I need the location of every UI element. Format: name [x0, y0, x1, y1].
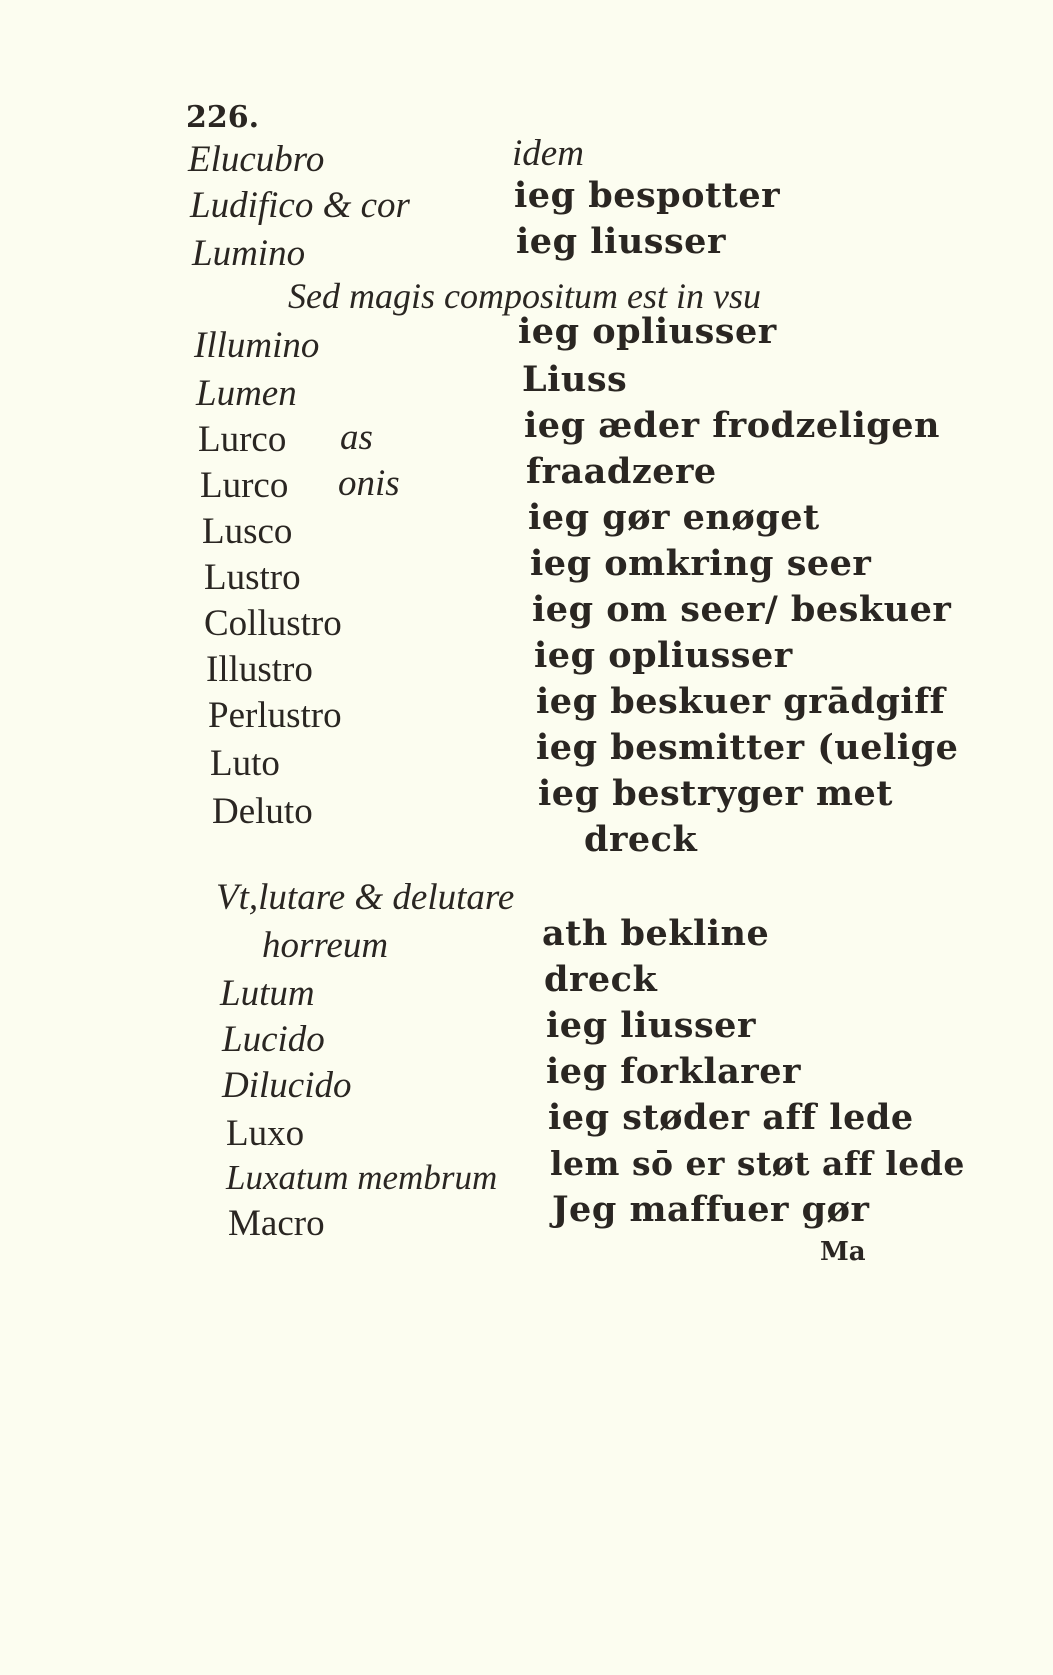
latin-headword: Lumen — [196, 373, 297, 414]
danish-gloss: ieg omkring seer — [530, 543, 872, 584]
page-number: 226. — [186, 100, 260, 135]
danish-gloss: ieg besmitter (uelige — [536, 727, 959, 768]
danish-gloss: fraadzere — [526, 451, 717, 492]
latin-headword: Collustro — [204, 603, 342, 644]
danish-gloss: ieg opliusser — [534, 635, 793, 676]
latin-headword: Vt,lutare & delutare — [216, 877, 515, 918]
danish-gloss: ieg om seer/ beskuer — [532, 589, 952, 630]
danish-gloss: lem sō er støt aff lede — [550, 1144, 965, 1183]
danish-gloss-continuation: dreck — [584, 819, 698, 860]
danish-gloss: Jeg maffuer gør — [552, 1189, 870, 1230]
latin-headword: Luxo — [226, 1113, 305, 1154]
danish-gloss: dreck — [544, 959, 658, 1000]
latin-inflection: onis — [338, 463, 400, 504]
danish-gloss: ieg liusser — [516, 221, 726, 262]
latin-headword: Lusco — [202, 511, 293, 552]
danish-gloss: idem — [512, 133, 584, 174]
usage-note: Sed magis compositum est in vsu — [288, 276, 761, 316]
danish-gloss: ath bekline — [542, 913, 770, 954]
latin-headword: Deluto — [212, 791, 313, 832]
danish-gloss: ieg forklarer — [546, 1051, 801, 1092]
danish-gloss: ieg bespotter — [514, 175, 781, 216]
latin-headword: Lucido — [222, 1019, 325, 1060]
latin-headword: Lutum — [220, 973, 315, 1014]
latin-headword: Lurco — [198, 419, 287, 460]
latin-inflection: as — [340, 417, 373, 458]
latin-headword: Perlustro — [208, 695, 342, 736]
latin-headword: Lumino — [192, 233, 306, 274]
danish-gloss: ieg opliusser — [518, 311, 777, 352]
latin-headword-continuation: horreum — [262, 925, 389, 966]
latin-headword: Macro — [228, 1203, 325, 1244]
latin-headword: Lustro — [204, 557, 301, 598]
latin-headword: Ludifico & cor — [190, 185, 410, 226]
catchword: Ma — [820, 1237, 866, 1267]
latin-headword: Luxatum membrum — [226, 1158, 498, 1197]
danish-gloss: ieg gør enøget — [528, 497, 820, 538]
danish-gloss: ieg støder aff lede — [548, 1097, 914, 1138]
latin-headword: Illustro — [206, 649, 313, 690]
danish-gloss: ieg bestryger met — [538, 773, 893, 814]
latin-headword: Dilucido — [222, 1065, 352, 1106]
danish-gloss: Liuss — [522, 359, 628, 400]
latin-headword: Elucubro — [188, 139, 325, 180]
latin-headword: Illumino — [194, 325, 320, 366]
latin-headword: Luto — [210, 743, 280, 784]
danish-gloss: ieg beskuer grādgiff — [536, 681, 946, 722]
danish-gloss: ieg liusser — [546, 1005, 756, 1046]
latin-headword: Lurco — [200, 465, 289, 506]
danish-gloss: ieg æder frodzeligen — [524, 405, 940, 446]
